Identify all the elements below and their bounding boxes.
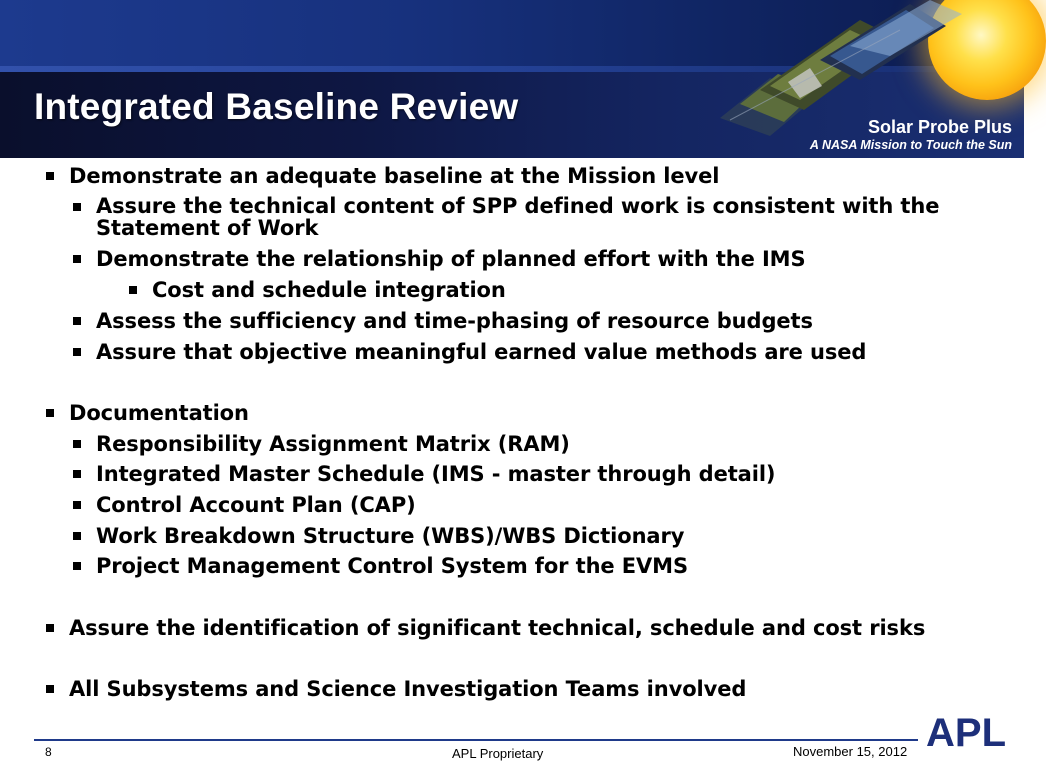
apl-logo-text: APL [926, 711, 1006, 755]
square-bullet-icon [73, 562, 81, 570]
bullet-item [69, 401, 249, 425]
bullet-text: Assure that objective meaningful earned value methods are used [96, 340, 867, 364]
brand-name: Solar Probe Plus [867, 117, 1012, 137]
bullet-text: All Subsystems and Science Investigation Teams involved [69, 677, 747, 701]
bullet-item [152, 278, 506, 302]
bullet-item [96, 462, 775, 486]
slide-header [0, 0, 1024, 158]
bullet-text: Project Management Control System for the EVMS [96, 554, 689, 578]
bullet-text: Demonstrate the relationship of planned effort with the IMS [96, 247, 806, 271]
square-bullet-icon [73, 317, 81, 325]
page-title: Integrated Baseline Review [34, 86, 519, 127]
bullet-item [69, 677, 746, 701]
bullet-item [96, 195, 976, 239]
bullet-item [69, 164, 719, 188]
square-bullet-icon [73, 501, 81, 509]
bullet-text: Assure the identification of significant technical, schedule and cost risks [69, 616, 926, 640]
square-bullet-icon [46, 685, 54, 693]
bullet-item [96, 493, 416, 517]
square-bullet-icon [73, 255, 81, 263]
square-bullet-icon [73, 470, 81, 478]
apl-logo [926, 710, 1006, 755]
footer-proprietary-label: APL Proprietary [452, 746, 544, 761]
bullet-text: Documentation [69, 401, 249, 425]
bullet-text: Demonstrate an adequate baseline at the Mission level [69, 164, 720, 188]
footer-divider [34, 739, 918, 741]
bullet-item [96, 524, 684, 548]
brand-tagline: A NASA Mission to Touch the Sun [809, 138, 1012, 152]
bullet-text: Assess the sufficiency and time-phasing of resource budgets [96, 309, 813, 333]
square-bullet-icon [46, 624, 54, 632]
bullet-item [96, 554, 688, 578]
bullet-text: Cost and schedule integration [152, 278, 506, 302]
square-bullet-icon [73, 532, 81, 540]
bullet-text: Assure the technical content of SPP defined work is consistent with the Statement of Work [96, 194, 940, 240]
bullet-item [96, 247, 806, 271]
bullet-text: Work Breakdown Structure (WBS)/WBS Dictionary [96, 524, 685, 548]
bullet-text: Integrated Master Schedule (IMS - master through detail) [96, 462, 776, 486]
slide-number: 8 [45, 745, 52, 759]
bullet-item [69, 616, 925, 640]
square-bullet-icon [73, 440, 81, 448]
square-bullet-icon [73, 348, 81, 356]
square-bullet-icon [46, 172, 54, 180]
square-bullet-icon [46, 409, 54, 417]
square-bullet-icon [73, 203, 81, 211]
bullet-item [96, 340, 866, 364]
bullet-text: Responsibility Assignment Matrix (RAM) [96, 432, 570, 456]
bullet-text: Control Account Plan (CAP) [96, 493, 416, 517]
square-bullet-icon [129, 286, 137, 294]
bullet-item [96, 309, 813, 333]
footer-date: November 15, 2012 [793, 744, 908, 759]
bullet-item [96, 432, 570, 456]
